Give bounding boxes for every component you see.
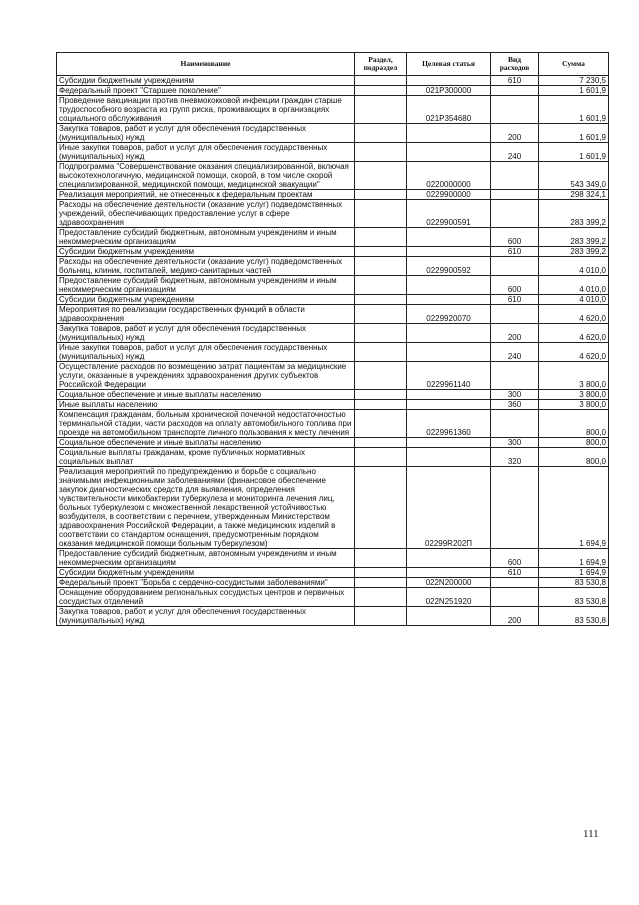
cell-amount: 543 349,0 bbox=[539, 162, 609, 190]
cell-expense-type: 200 bbox=[491, 124, 539, 143]
cell-amount: 1 694,9 bbox=[539, 549, 609, 568]
cell-name: Предоставление субсидий бюджетным, автономным учреждениям и иным некоммерческим организациям bbox=[57, 549, 355, 568]
cell-expense-type: 600 bbox=[491, 549, 539, 568]
header-article: Целевая статья bbox=[407, 53, 491, 76]
cell-expense-type: 200 bbox=[491, 324, 539, 343]
cell-section bbox=[355, 96, 407, 124]
header-expense-type: Вид расходов bbox=[491, 53, 539, 76]
cell-expense-type: 200 bbox=[491, 607, 539, 626]
cell-name: Субсидии бюджетным учреждениям bbox=[57, 76, 355, 86]
budget-table bbox=[56, 52, 609, 626]
table-row bbox=[57, 96, 609, 124]
cell-amount: 283 399,2 bbox=[539, 228, 609, 247]
cell-section bbox=[355, 549, 407, 568]
table-body bbox=[57, 76, 609, 626]
table-row bbox=[57, 549, 609, 568]
cell-section bbox=[355, 448, 407, 467]
cell-amount: 4 620,0 bbox=[539, 343, 609, 362]
cell-section bbox=[355, 190, 407, 200]
cell-section bbox=[355, 76, 407, 86]
cell-name: Иные выплаты населению bbox=[57, 400, 355, 410]
page-number: 111 bbox=[583, 828, 599, 840]
table-row bbox=[57, 143, 609, 162]
cell-expense-type bbox=[491, 588, 539, 607]
cell-article bbox=[407, 143, 491, 162]
cell-name: Закупка товаров, работ и услуг для обеспечения государственных (муниципальных) нужд bbox=[57, 124, 355, 143]
cell-article bbox=[407, 76, 491, 86]
table-row bbox=[57, 467, 609, 549]
cell-article: 021P300000 bbox=[407, 86, 491, 96]
table-row bbox=[57, 390, 609, 400]
cell-article: 0229900000 bbox=[407, 190, 491, 200]
table-row bbox=[57, 400, 609, 410]
table-row bbox=[57, 228, 609, 247]
cell-amount: 1 601,9 bbox=[539, 124, 609, 143]
cell-article bbox=[407, 295, 491, 305]
table-row bbox=[57, 438, 609, 448]
cell-name: Оснащение оборудованием региональных сосудистых центров и первичных сосудистых отделений bbox=[57, 588, 355, 607]
header-section: Раздел, подраздел bbox=[355, 53, 407, 76]
cell-expense-type: 610 bbox=[491, 76, 539, 86]
cell-section bbox=[355, 305, 407, 324]
cell-name: Мероприятия по реализации государственных функций в области здравоохранения bbox=[57, 305, 355, 324]
cell-expense-type bbox=[491, 305, 539, 324]
cell-name: Иные закупки товаров, работ и услуг для обеспечения государственных (муниципальных) нужд bbox=[57, 143, 355, 162]
cell-section bbox=[355, 162, 407, 190]
table-row bbox=[57, 578, 609, 588]
cell-article: 0229920070 bbox=[407, 305, 491, 324]
cell-article bbox=[407, 247, 491, 257]
cell-name: Федеральный проект "Борьба с сердечно-сосудистыми заболеваниями" bbox=[57, 578, 355, 588]
cell-expense-type bbox=[491, 578, 539, 588]
cell-name: Социальное обеспечение и иные выплаты населению bbox=[57, 390, 355, 400]
cell-amount: 298 324,1 bbox=[539, 190, 609, 200]
cell-expense-type bbox=[491, 96, 539, 124]
header-amount: Сумма bbox=[539, 53, 609, 76]
cell-section bbox=[355, 588, 407, 607]
cell-name: Субсидии бюджетным учреждениям bbox=[57, 247, 355, 257]
cell-amount: 283 399,2 bbox=[539, 247, 609, 257]
cell-expense-type bbox=[491, 200, 539, 228]
cell-section bbox=[355, 607, 407, 626]
cell-name: Компенсация гражданам, больным хронической почечной недостаточностью терминальной стадии, части расходов на оплату автомобильного топлива при проезде на автомобильном транспорте личного пользования к месту лечения bbox=[57, 410, 355, 438]
cell-section bbox=[355, 295, 407, 305]
cell-section bbox=[355, 228, 407, 247]
cell-amount: 4 620,0 bbox=[539, 305, 609, 324]
table-row bbox=[57, 190, 609, 200]
table-row bbox=[57, 448, 609, 467]
cell-expense-type: 240 bbox=[491, 143, 539, 162]
cell-expense-type: 240 bbox=[491, 343, 539, 362]
table-row bbox=[57, 257, 609, 276]
cell-section bbox=[355, 343, 407, 362]
cell-name: Предоставление субсидий бюджетным, автономным учреждениям и иным некоммерческим организациям bbox=[57, 276, 355, 295]
cell-name: Осуществление расходов по возмещению затрат пациентам за медицинские услуги, оказанные в учреждениях здравоохранения других субъектов Российской Федерации bbox=[57, 362, 355, 390]
cell-expense-type bbox=[491, 257, 539, 276]
cell-section bbox=[355, 86, 407, 96]
cell-article bbox=[407, 448, 491, 467]
cell-name: Субсидии бюджетным учреждениям bbox=[57, 295, 355, 305]
table-header-row bbox=[57, 53, 609, 76]
cell-amount: 800,0 bbox=[539, 448, 609, 467]
cell-amount: 3 800,0 bbox=[539, 362, 609, 390]
cell-expense-type: 300 bbox=[491, 438, 539, 448]
cell-section bbox=[355, 410, 407, 438]
table-row bbox=[57, 295, 609, 305]
table-row bbox=[57, 247, 609, 257]
cell-section bbox=[355, 276, 407, 295]
cell-article bbox=[407, 549, 491, 568]
cell-amount: 1 601,9 bbox=[539, 86, 609, 96]
cell-article: 0229900591 bbox=[407, 200, 491, 228]
cell-name: Реализация мероприятий, не отнесенных к федеральным проектам bbox=[57, 190, 355, 200]
cell-section bbox=[355, 257, 407, 276]
table-row bbox=[57, 276, 609, 295]
table-row bbox=[57, 305, 609, 324]
cell-name: Иные закупки товаров, работ и услуг для обеспечения государственных (муниципальных) нужд bbox=[57, 343, 355, 362]
table-row bbox=[57, 162, 609, 190]
cell-amount: 83 530,8 bbox=[539, 578, 609, 588]
cell-article bbox=[407, 228, 491, 247]
cell-name: Социальные выплаты гражданам, кроме публичных нормативных социальных выплат bbox=[57, 448, 355, 467]
table-row bbox=[57, 362, 609, 390]
cell-section bbox=[355, 568, 407, 578]
table-row bbox=[57, 410, 609, 438]
cell-amount: 4 010,0 bbox=[539, 257, 609, 276]
cell-expense-type: 610 bbox=[491, 247, 539, 257]
cell-section bbox=[355, 362, 407, 390]
cell-article bbox=[407, 276, 491, 295]
header-name: Наименование bbox=[57, 53, 355, 76]
cell-article bbox=[407, 390, 491, 400]
cell-expense-type: 610 bbox=[491, 295, 539, 305]
cell-amount: 83 530,8 bbox=[539, 607, 609, 626]
cell-article: 022N251920 bbox=[407, 588, 491, 607]
cell-amount: 1 694,9 bbox=[539, 568, 609, 578]
cell-article bbox=[407, 607, 491, 626]
cell-section bbox=[355, 143, 407, 162]
cell-section bbox=[355, 390, 407, 400]
cell-article: 02299R202П bbox=[407, 467, 491, 549]
table-row bbox=[57, 588, 609, 607]
cell-article bbox=[407, 343, 491, 362]
cell-article: 0229900592 bbox=[407, 257, 491, 276]
cell-name: Закупка товаров, работ и услуг для обеспечения государственных (муниципальных) нужд bbox=[57, 324, 355, 343]
cell-article bbox=[407, 124, 491, 143]
cell-amount: 7 230,5 bbox=[539, 76, 609, 86]
cell-name: Закупка товаров, работ и услуг для обеспечения государственных (муниципальных) нужд bbox=[57, 607, 355, 626]
cell-name: Расходы на обеспечение деятельности (оказание услуг) подведомственных больниц, клиник, госпиталей, медико-санитарных частей bbox=[57, 257, 355, 276]
cell-name: Субсидии бюджетным учреждениям bbox=[57, 568, 355, 578]
cell-amount: 1 601,9 bbox=[539, 96, 609, 124]
cell-expense-type bbox=[491, 362, 539, 390]
cell-name: Федеральный проект "Старшее поколение" bbox=[57, 86, 355, 96]
cell-section bbox=[355, 578, 407, 588]
table-row bbox=[57, 86, 609, 96]
table-row bbox=[57, 76, 609, 86]
cell-section bbox=[355, 467, 407, 549]
cell-amount: 800,0 bbox=[539, 438, 609, 448]
cell-amount: 1 694,9 bbox=[539, 467, 609, 549]
cell-expense-type bbox=[491, 162, 539, 190]
cell-expense-type: 360 bbox=[491, 400, 539, 410]
cell-amount: 3 800,0 bbox=[539, 390, 609, 400]
cell-amount: 4 010,0 bbox=[539, 276, 609, 295]
cell-section bbox=[355, 124, 407, 143]
table-row bbox=[57, 607, 609, 626]
table-row bbox=[57, 324, 609, 343]
cell-section bbox=[355, 324, 407, 343]
cell-expense-type bbox=[491, 467, 539, 549]
cell-amount: 83 530,8 bbox=[539, 588, 609, 607]
cell-amount: 4 010,0 bbox=[539, 295, 609, 305]
cell-amount: 3 800,0 bbox=[539, 400, 609, 410]
cell-section bbox=[355, 247, 407, 257]
cell-article: 021P354680 bbox=[407, 96, 491, 124]
cell-section bbox=[355, 400, 407, 410]
table-row bbox=[57, 568, 609, 578]
cell-article: 0229961140 bbox=[407, 362, 491, 390]
cell-expense-type bbox=[491, 410, 539, 438]
cell-section bbox=[355, 200, 407, 228]
cell-expense-type: 600 bbox=[491, 228, 539, 247]
cell-name: Расходы на обеспечение деятельности (оказание услуг) подведомственных учреждений, обеспечивающих предоставление услуг в сфере здравоохранения bbox=[57, 200, 355, 228]
cell-expense-type: 610 bbox=[491, 568, 539, 578]
cell-expense-type: 300 bbox=[491, 390, 539, 400]
cell-amount: 283 399,2 bbox=[539, 200, 609, 228]
cell-expense-type bbox=[491, 86, 539, 96]
cell-name: Подпрограмма "Совершенствование оказания специализированной, включая высокотехнологичную, медицинской помощи, скорой, в том числе скорой специализированной, медицинской помощи, медицинской эвакуации" bbox=[57, 162, 355, 190]
cell-expense-type: 320 bbox=[491, 448, 539, 467]
cell-article: 0229961360 bbox=[407, 410, 491, 438]
cell-article: 0220000000 bbox=[407, 162, 491, 190]
cell-name: Социальное обеспечение и иные выплаты населению bbox=[57, 438, 355, 448]
table-row bbox=[57, 343, 609, 362]
cell-article bbox=[407, 568, 491, 578]
cell-article bbox=[407, 400, 491, 410]
cell-expense-type: 600 bbox=[491, 276, 539, 295]
table-row bbox=[57, 124, 609, 143]
cell-amount: 4 620,0 bbox=[539, 324, 609, 343]
cell-name: Предоставление субсидий бюджетным, автономным учреждениям и иным некоммерческим организациям bbox=[57, 228, 355, 247]
table-row bbox=[57, 200, 609, 228]
cell-article bbox=[407, 324, 491, 343]
cell-name: Проведение вакцинации против пневмококковой инфекции граждан старше трудоспособного возраста из групп риска, проживающих в организациях социального обслуживания bbox=[57, 96, 355, 124]
cell-article: 022N200000 bbox=[407, 578, 491, 588]
cell-section bbox=[355, 438, 407, 448]
cell-amount: 1 601,9 bbox=[539, 143, 609, 162]
cell-name: Реализация мероприятий по предупреждению и борьбе с социально значимыми инфекционными заболеваниями (финансовое обеспечение закупок диагностических средств для выявления, определения чувствительности микобактерии туберкулеза и мониторинга лечения лиц, больных туберкулезом с множественной лекарственной устойчивостью возбудителя, в соответствии с перечнем, утвержденным Министерством здравоохранения Российской Федерации, а также медицинских изделий в соответствии со стандартом оснащения, предусмотренным порядком оказания медицинской помощи больным туберкулезом) bbox=[57, 467, 355, 549]
cell-amount: 800,0 bbox=[539, 410, 609, 438]
cell-expense-type bbox=[491, 190, 539, 200]
cell-article bbox=[407, 438, 491, 448]
